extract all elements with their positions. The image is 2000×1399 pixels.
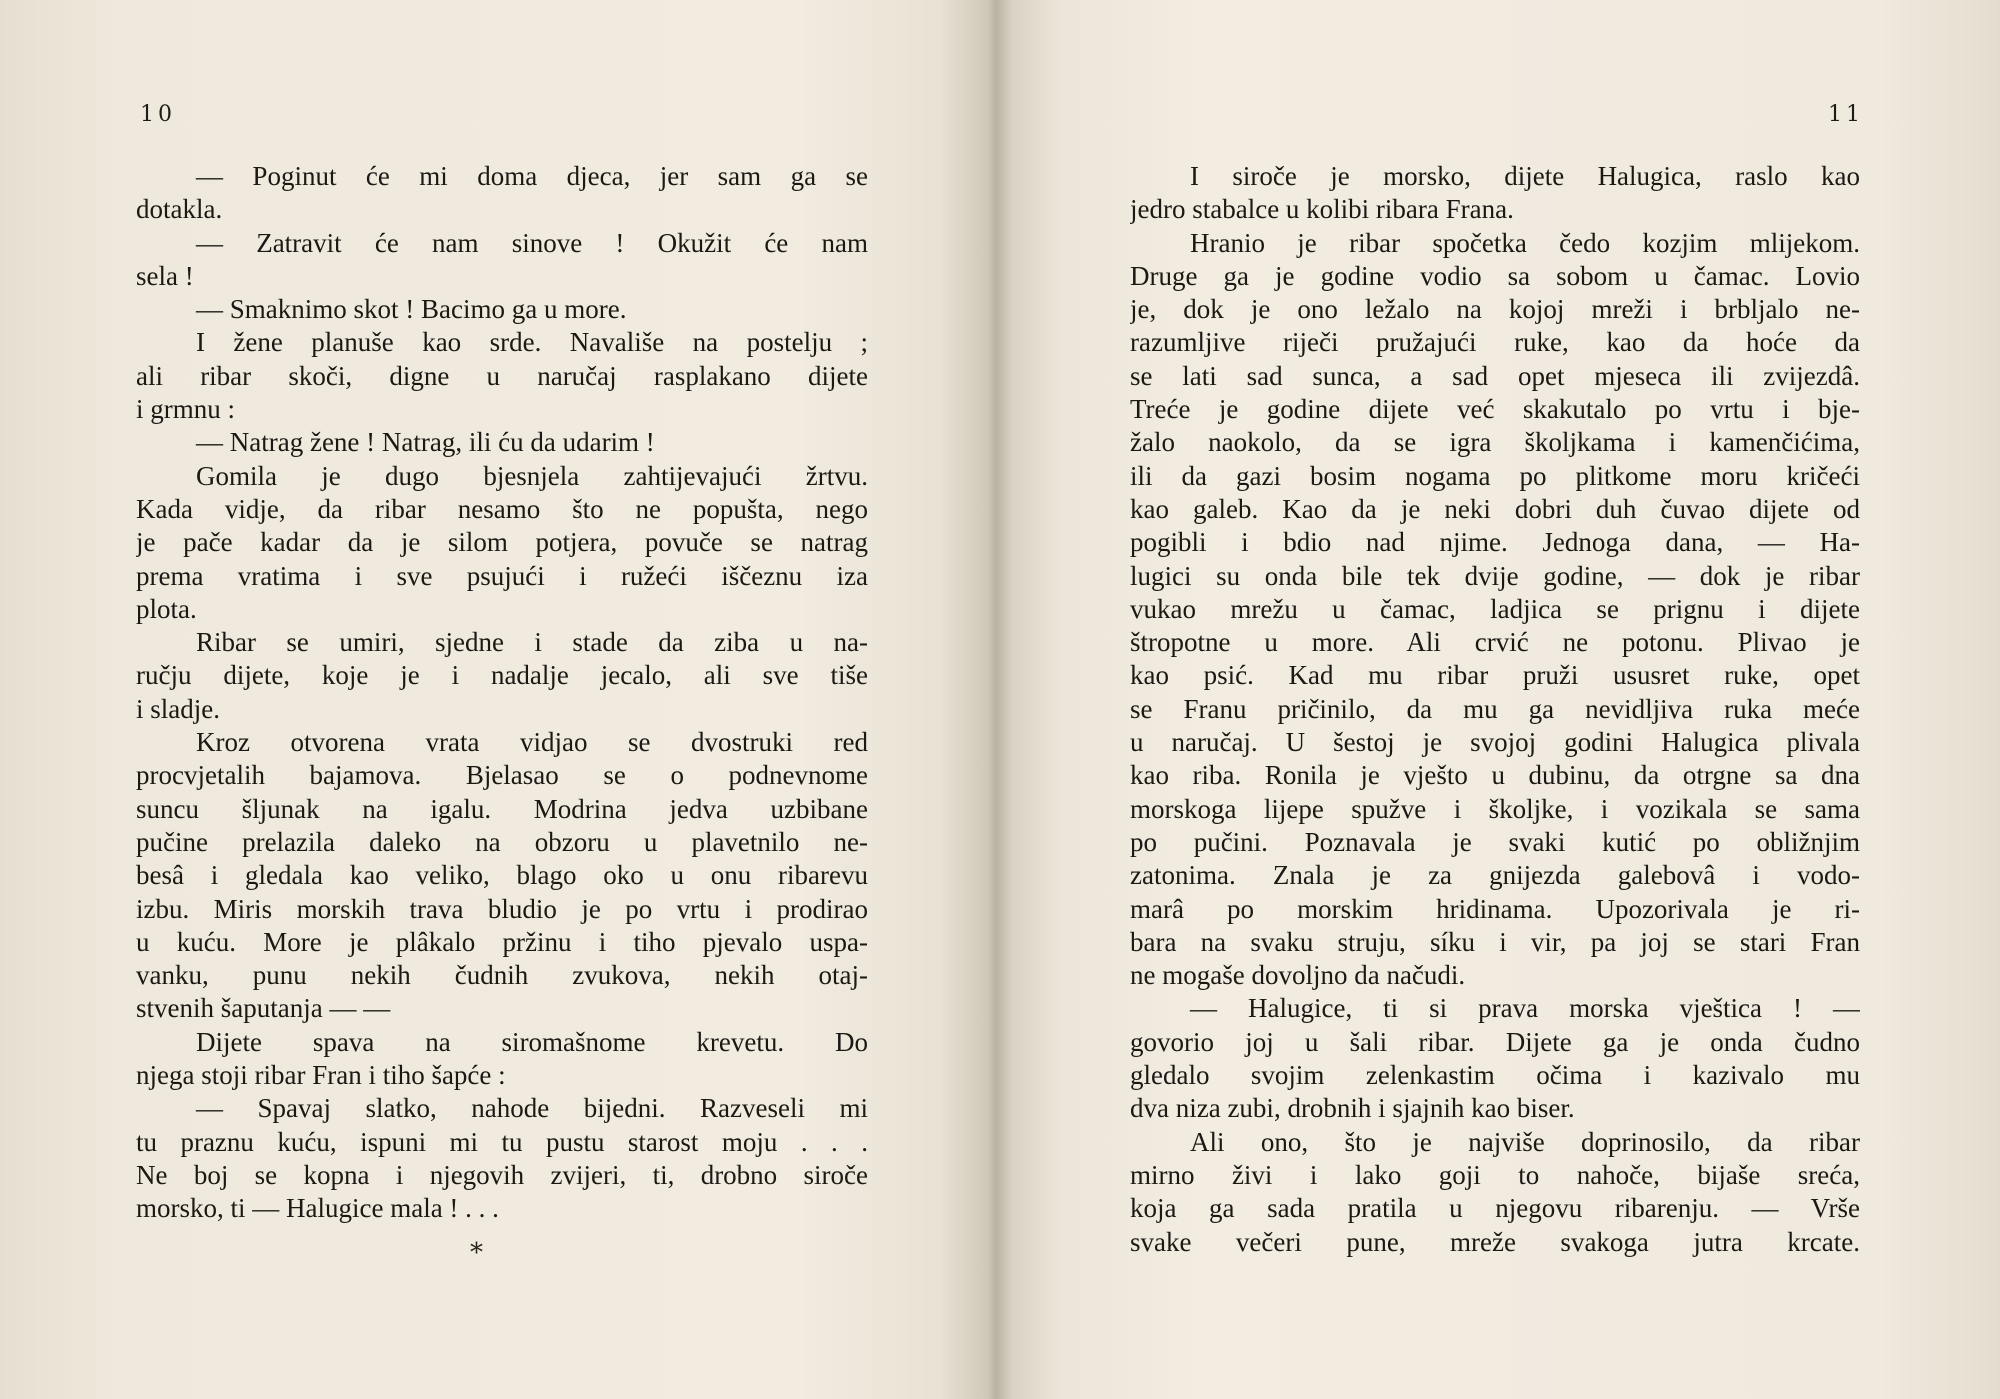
text-line: Gomila je dugo bjesnjela zahtijevajući žrtvu. xyxy=(196,460,868,491)
text-line: kao psić. Kad mu ribar pruži ususret ruke, opet xyxy=(1130,660,1860,691)
text-line: morskoga lijepe spužve i školjke, i vozikala se sama xyxy=(1130,793,1860,824)
text-line: svake večeri pune, mreže svakoga jutra krcate. xyxy=(1130,1226,1860,1257)
text-line: Hranio je ribar spočetka čedo kozjim mlijekom. xyxy=(1190,227,1860,258)
text-line: u naručaj. U šestoj je svojoj godini Halugica plivala xyxy=(1130,727,1860,758)
text-line: i grmnu : xyxy=(136,394,235,425)
text-line: Ribar se umiri, sjedne i stade da ziba u na- xyxy=(196,627,868,658)
text-line: koja ga sada pratila u njegovu ribarenju. — Vrše xyxy=(1130,1193,1860,1224)
text-line: pučine prelazila daleko na obzoru u plavetnilo ne- xyxy=(136,826,868,857)
text-line: Ne boj se kopna i njegovih zvijeri, ti, drobno siroče xyxy=(136,1159,868,1190)
text-line: po pučini. Poznavala je svaki kutić po obližnjim xyxy=(1130,826,1860,857)
text-line: izbu. Miris morskih trava bludio je po vrtu i prodirao xyxy=(136,893,868,924)
text-line: jedro stabalce u kolibi ribara Frana. xyxy=(1130,194,1514,225)
text-line: govorio joj u šali ribar. Dijete ga je onda čudno xyxy=(1130,1026,1860,1057)
text-line: — Halugice, ti si prava morska vještica ! — xyxy=(1190,993,1860,1024)
text-line: i sladje. xyxy=(136,693,220,724)
section-asterism: * xyxy=(470,1238,483,1268)
text-line: morsko, ti — Halugice mala ! . . . xyxy=(136,1193,499,1224)
text-line: Druge ga je godine vodio sa sobom u čamac. Lovio xyxy=(1130,260,1860,291)
text-line: marâ po morskim hridinama. Upozorivala je ri- xyxy=(1130,893,1860,924)
text-line: Dijete spava na siromašnome krevetu. Do xyxy=(196,1026,868,1057)
text-line: razumljive riječi pružajući ruke, kao da hoće da xyxy=(1130,327,1860,358)
text-line: pogibli i bdio nad njime. Jednoga dana, — Ha- xyxy=(1130,527,1860,558)
left-page xyxy=(0,0,994,1399)
text-line: kao riba. Ronila je vješto u dubinu, da otrgne sa dna xyxy=(1130,760,1860,791)
text-line: — Zatravit će nam sinove ! Okužit će nam xyxy=(196,227,868,258)
text-line: lugici su onda bile tek dvije godine, — dok je ribar xyxy=(1130,560,1860,591)
text-line: ali ribar skoči, digne u naručaj rasplakano dijete xyxy=(136,360,868,391)
text-line: dotakla. xyxy=(136,194,223,225)
text-line: ručju dijete, koje je i nadalje jecalo, ali sve tiše xyxy=(136,660,868,691)
text-line: — Natrag žene ! Natrag, ili ću da udarim ! xyxy=(196,427,655,458)
text-line: žalo naokolo, da se igra školjkama i kamenčićima, xyxy=(1130,427,1860,458)
text-line: stvenih šaputanja — — xyxy=(136,993,391,1024)
text-line: zatonima. Znala je za gnijezda galebovâ i vodo- xyxy=(1130,860,1860,891)
text-line: suncu šljunak na igalu. Modrina jedva uzbibane xyxy=(136,793,868,824)
text-line: njega stoji ribar Fran i tiho šapće : xyxy=(136,1060,506,1091)
text-line: mirno živi i lako goji to nahoče, bijaše sreća, xyxy=(1130,1159,1860,1190)
text-line: procvjetalih bajamova. Bjelasao se o podnevnome xyxy=(136,760,868,791)
text-line: prema vratima i sve psujući i ružeći iščeznu iza xyxy=(136,560,868,591)
text-line: I siroče je morsko, dijete Halugica, raslo kao xyxy=(1190,161,1860,191)
text-line: gledalo svojim zelenkastim očima i kazivalo mu xyxy=(1130,1060,1860,1091)
right-page xyxy=(1000,0,2000,1399)
text-line: Treće je godine dijete već skakutalo po vrtu i bje- xyxy=(1130,394,1860,425)
right-page-text xyxy=(1130,160,1860,1259)
text-line: se Franu pričinilo, da mu ga nevidljiva ruka meće xyxy=(1130,693,1860,724)
text-line: tu praznu kuću, ispuni mi tu pustu starost moju . . . xyxy=(136,1126,868,1157)
text-line: — Smaknimo skot ! Bacimo ga u more. xyxy=(196,294,627,325)
text-line: je pače kadar da je silom potjera, povuče se natrag xyxy=(136,527,868,558)
text-line: bara na svaku struju, síku i vir, pa joj se stari Fran xyxy=(1130,926,1860,957)
text-line: sela ! xyxy=(136,260,194,291)
text-line: Ali ono, što je najviše doprinosilo, da ribar xyxy=(1190,1126,1860,1157)
text-line: I žene planuše kao srde. Navališe na postelju ; xyxy=(196,327,868,358)
text-line: — Poginut će mi doma djeca, jer sam ga se xyxy=(196,161,868,191)
left-page-text xyxy=(136,160,868,1226)
text-line: štropotne u more. Ali crvić ne potonu. Plivao je xyxy=(1130,627,1860,658)
text-line: ili da gazi bosim nogama po plitkome moru kričeći xyxy=(1130,460,1860,491)
text-line: dva niza zubi, drobnih i sjajnih kao biser. xyxy=(1130,1093,1575,1124)
text-line: plota. xyxy=(136,593,197,624)
text-line: u kuću. More je plâkalo pržinu i tiho pjevalo uspa- xyxy=(136,926,868,957)
text-line: vukao mrežu u čamac, ladjica se prignu i dijete xyxy=(1130,593,1860,624)
text-line: je, dok je ono ležalo na kojoj mreži i brbljalo ne- xyxy=(1130,294,1860,325)
text-line: ne mogaše dovoljno da načudi. xyxy=(1130,960,1466,991)
text-line: kao galeb. Kao da je neki dobri duh čuvao dijete od xyxy=(1130,493,1860,524)
text-line: Kada vidje, da ribar nesamo što ne popušta, nego xyxy=(136,493,868,524)
text-line: vanku, punu nekih čudnih zvukova, nekih otaj- xyxy=(136,960,868,991)
text-line: se lati sad sunca, a sad opet mjeseca ili zvijezdâ. xyxy=(1130,360,1860,391)
page-number-right: 11 xyxy=(1828,102,1864,127)
page-number-left: 10 xyxy=(140,102,176,127)
text-line: besâ i gledala kao veliko, blago oko u onu ribarevu xyxy=(136,860,868,891)
text-line: — Spavaj slatko, nahode bijedni. Razveseli mi xyxy=(196,1093,868,1124)
text-line: Kroz otvorena vrata vidjao se dvostruki red xyxy=(196,727,868,758)
